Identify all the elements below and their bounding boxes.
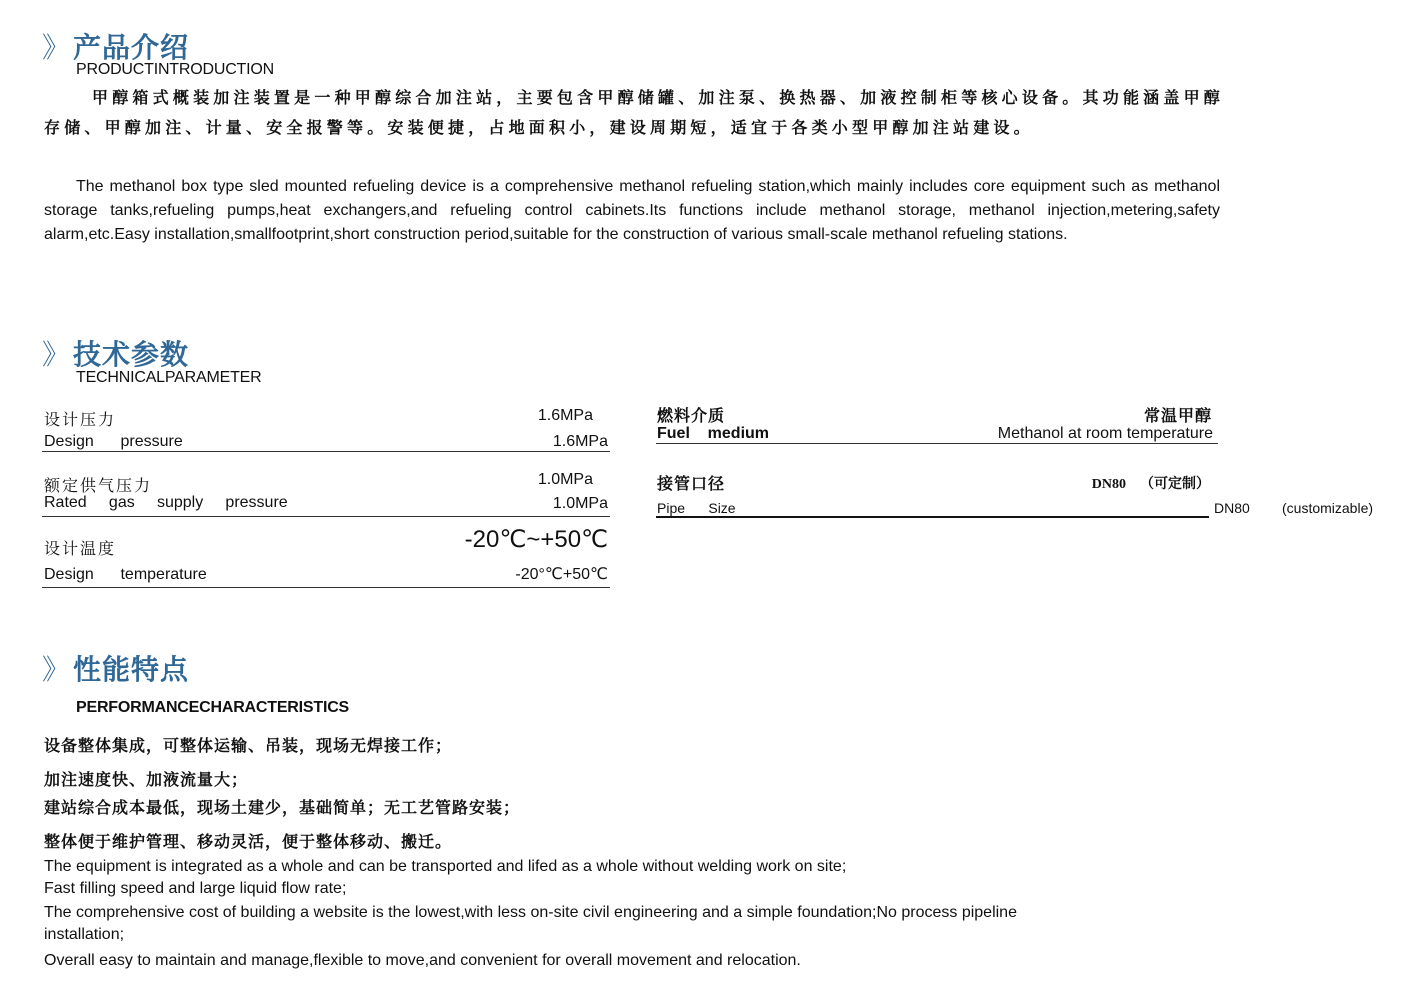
tech-subtitle: TECHNICALPARAMETER [76, 369, 262, 386]
param-value-en: 1.6MPa [552, 433, 608, 450]
param-value-cn: -20℃~+50℃ [464, 526, 608, 553]
feature-item-cn: 整体便于维护管理、移动灵活，便于整体移动、搬迁。 [44, 834, 453, 851]
feature-item-en: Overall easy to maintain and manage,flexible to move,and convenient for overall movement and relocation. [44, 952, 801, 969]
param-note-en: (customizable) [1282, 500, 1374, 516]
perf-subtitle: PERFORMANCECHARACTERISTICS [76, 699, 350, 716]
intro-paragraph-cn: 甲醇箱式概装加注装置是一种甲醇综合加注站，主要包含甲醇储罐、加注泵、换热器、加液控制柜等核心设备。其功能涵盖甲醇存储、甲醇加注、计量、安全报警等。安装便捷，占地面积小，建设周期短，适宜于各类小型甲醇加注站建设。 [44, 90, 1224, 137]
section-chevron-icon: 》 [42, 32, 72, 63]
param-value-cn: DN80 （可定制） [1091, 477, 1210, 492]
param-label-en: Design pressure [44, 433, 183, 450]
feature-item-en: installation; [44, 926, 125, 943]
perf-section-title [42, 648, 189, 688]
param-divider [42, 587, 610, 588]
param-value-en: -20°℃+50℃ [515, 566, 608, 583]
feature-item-cn: 加注速度快、加液流量大； [44, 772, 249, 789]
param-divider [656, 516, 1209, 518]
param-label-en: Rated gas supply pressure [44, 494, 288, 511]
feature-item-cn: 建站综合成本最低，现场土建少，基础简单；无工艺管路安装； [44, 800, 521, 817]
tech-section-title [42, 333, 189, 373]
intro-title-cn: 产品介绍 [73, 32, 190, 63]
feature-item-en: Fast filling speed and large liquid flow rate; [44, 880, 347, 897]
intro-paragraph-en: The methanol box type sled mounted refueling device is a comprehensive methanol refueling station,which mainly includes core equipment such as methanol storage tanks,refueling pumps,heat exchangers,and refueling control cabinets.Its functions include methanol storage, methanol injection,metering,safety alarm,etc.Easy installation,smallfootprint,short construction period,suitable for the construction of various small-scale methanol refueling stations. [44, 178, 1220, 243]
param-value-cn: 1.6MPa [537, 407, 593, 424]
perf-title-cn: 性能特点 [73, 654, 190, 685]
param-value-en: Methanol at room temperature [997, 425, 1213, 442]
param-label-cn: 燃料介质 [657, 408, 726, 425]
param-label-en: Pipe Size [657, 500, 736, 516]
param-value-en: DN80 [1214, 500, 1250, 516]
param-divider [42, 516, 610, 517]
feature-item-cn: 设备整体集成，可整体运输、吊装，现场无焊接工作； [44, 738, 453, 755]
intro-subtitle: PRODUCTINTRODUCTION [76, 61, 274, 78]
tech-title-cn: 技术参数 [73, 339, 190, 370]
param-value-en: 1.0MPa [552, 495, 608, 512]
section-chevron-icon: 》 [42, 654, 72, 685]
param-label-en: Fuel medium [657, 425, 770, 442]
section-chevron-icon: 》 [42, 339, 72, 370]
param-label-cn: 接管口径 [657, 476, 726, 493]
intro-section-title [42, 26, 189, 66]
param-label-cn: 设计压力 [44, 412, 117, 429]
param-divider [656, 443, 1218, 444]
feature-item-en: The equipment is integrated as a whole and can be transported and lifed as a whole without welding work on site; [44, 858, 847, 875]
param-value-cn: 常温甲醇 [1143, 408, 1212, 425]
param-value-cn: 1.0MPa [537, 471, 593, 488]
param-label-cn: 额定供气压力 [44, 478, 153, 495]
param-label-cn: 设计温度 [44, 541, 117, 558]
param-divider [42, 451, 610, 452]
feature-item-en: The comprehensive cost of building a website is the lowest,with less on-site civil engineering and a simple foundation;No process pipeline [44, 904, 1017, 921]
param-label-en: Design temperature [44, 566, 207, 583]
